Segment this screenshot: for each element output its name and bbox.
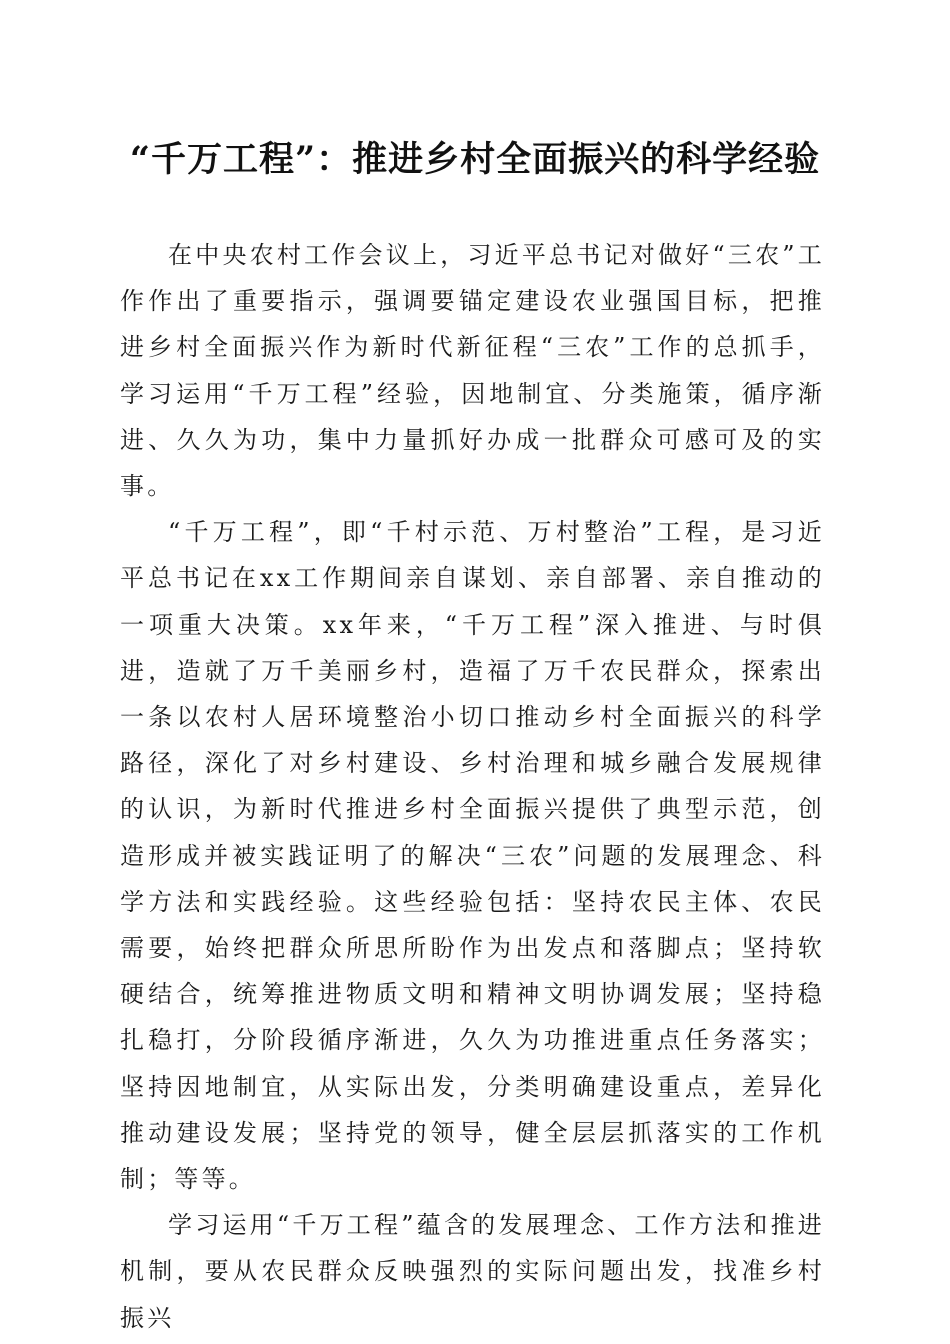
paragraph-1: 在中央农村工作会议上，习近平总书记对做好“三农”工作作出了重要指示，强调要锚定建设农业强国目标，把推进乡村全面振兴作为新时代新征程“三农”工作的总抓手，学习运用“千万工程”经验，因地制宜、分类施策，循序渐进、久久为功，集中力量抓好办成一批群众可感可及的实事。 <box>120 241 825 501</box>
document-body <box>120 232 825 1341</box>
paragraph-3: 学习运用“千万工程”蕴含的发展理念、工作方法和推进机制，要从农民群众反映强烈的实际问题出发，找准乡村振兴 <box>120 1211 825 1332</box>
document-title: “千万工程”：推进乡村全面振兴的科学经验 <box>129 139 821 180</box>
paragraph-2: “千万工程”，即“千村示范、万村整治”工程，是习近平总书记在xx工作期间亲自谋划、亲自部署、亲自推动的一项重大决策。xx年来，“千万工程”深入推进、与时俱进，造就了万千美丽乡村，造福了万千农民群众，探索出一条以农村人居环境整治小切口推动乡村全面振兴的科学路径，深化了对乡村建设、乡村治理和城乡融合发展规律的认识，为新时代推进乡村全面振兴提供了典型示范，创造形成并被实践证明了的解决“三农”问题的发展理念、科学方法和实践经验。这些经验包括：坚持农民主体、农民需要，始终把群众所思所盼作为出发点和落脚点；坚持软硬结合，统筹推进物质文明和精神文明协调发展；坚持稳扎稳打，分阶段循序渐进，久久为功推进重点任务落实；坚持因地制宜，从实际出发，分类明确建设重点，差异化推动建设发展；坚持党的领导，健全层层抓落实的工作机制；等等。 <box>120 518 825 1194</box>
